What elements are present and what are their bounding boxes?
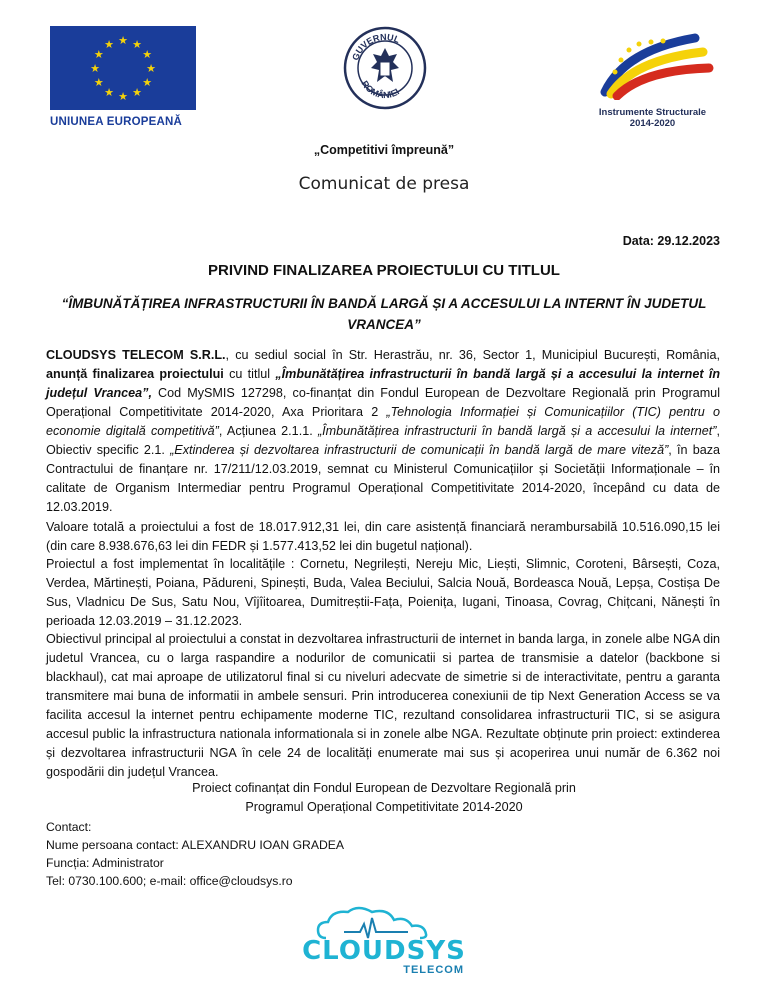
eu-star-icon: ★ — [142, 49, 153, 61]
title-line-1: PRIVIND FINALIZAREA PROIECTULUI CU TITLUL — [208, 262, 560, 279]
eu-flag-icon — [50, 26, 196, 110]
eu-star-icon: ★ — [118, 35, 128, 47]
instruments-years: 2014-2020 — [629, 118, 676, 129]
intro-text-4: , Acțiunea 2.1.1. — [218, 424, 318, 438]
paragraph-intro — [46, 346, 720, 517]
instrumente-structurale-logo — [585, 30, 720, 129]
eu-star-icon: ★ — [142, 77, 153, 89]
project-title: „Îmbunătățirea infrastructurii în bandă largă și a accesului la internet în județul Vrancea”, — [46, 367, 721, 400]
eu-star-icon: ★ — [132, 38, 142, 51]
announcement: anunță finalizarea proiectului — [46, 367, 224, 381]
contact-block — [46, 818, 344, 890]
funding-line-1: Proiect cofinanțat din Fondul European de Dezvoltare Regională prin — [192, 781, 576, 795]
eu-star-icon: ★ — [146, 63, 156, 75]
eu-star-icon: ★ — [118, 91, 128, 103]
date: Data: 29.12.2023 — [622, 234, 720, 248]
paragraph-objective: Obiectivul principal al proiectului a constat in dezvoltarea infrastructurii de internet in banda larga, in zonele albe NGA din judetul Vrancea, cu o larga raspandire a nodurilor de comunicatii si partea de transmisie a datelor (backbone si blackhaul), cat mai aproape de utilizatorul final si cu niveluri adecvate de simetrie si de interactivitate, pentru a garanta transmitere mai buna de informatii in ambele sensuri. Prin introducerea conexiunii de tip Next Generation Access se va facilita accesul la internet pentru echipamente moderne TIC, rezultand consolidarea infrastructurii TIC, si se asigura accesul public la infrastructura nationala informationala si in zonele albe NGA. Rezultate obținute prin proiect: extinderea și dezvoltarea infrastructurii NGA în cele 24 de localități enumerate mai sus și acoperirea unui număr de 6.362 noi gospodării din județul Vrancea. — [46, 632, 720, 779]
logo-bar — [0, 22, 768, 132]
gov-seal-bottom-text: ROMÂNIEI — [359, 78, 401, 101]
intro-text-3: Cod MySMIS 127298, co-finanțat din Fondul European de Dezvoltare Regională prin Programul Operațional Competitivitate 2014-2020, Axa Prioritara 2 — [46, 386, 720, 419]
brand-name: CLOUDSYS — [302, 936, 466, 966]
eu-star-icon: ★ — [90, 63, 100, 75]
eu-star-icon: ★ — [104, 38, 114, 51]
intro-text-5: , Obiectiv specific 2.1. — [46, 424, 721, 457]
eu-logo — [50, 26, 198, 128]
funding-line-2: Programul Operațional Competitivitate 2014-2020 — [245, 800, 523, 814]
government-seal-icon — [343, 26, 427, 110]
brand-subtitle: TELECOM — [403, 964, 464, 976]
paragraph-value: Valoare totală a proiectului a fost de 18.017.912,31 lei, din care asistență financiară nerambursabilă 10.516.090,15 lei (din care 8.938.676,63 lei din FEDR și 1.577.413,52 lei din bugetul național). — [46, 520, 720, 553]
contact-name: Nume persoana contact: ALEXANDRU IOAN GRADEA — [46, 838, 345, 852]
priority-axis: „Tehnologia Informației și Comunicațiilor (TIC) pentru o economie digitală competitivă” — [46, 405, 720, 438]
contact-role: Funcția: Administrator — [46, 856, 164, 870]
instrumente-structurale-icon — [585, 30, 720, 100]
intro-text-6: , în baza Contractului de finanțare nr. 17/211/12.03.2019, semnat cu Ministerul Comunicațiilor și Societății Informaționale – în calitate de Organism Intermediar pentru Programul Operațional Competitivitate 2014-2020, începând cu data de 12.03.2019. — [46, 443, 721, 514]
intro-text-1: , cu sediul social în Str. Herastrău, nr. 36, Sector 1, Municipiul București, România, — [225, 348, 720, 362]
gov-seal-top-text: GUVERNUL — [350, 31, 402, 62]
company-name: CLOUDSYS TELECOM S.R.L. — [46, 348, 226, 362]
eu-star-icon: ★ — [104, 87, 114, 100]
contact-phone-email: Tel: 0730.100.600; e-mail: office@cloudsys.ro — [46, 874, 293, 888]
eu-star-icon: ★ — [93, 49, 104, 61]
cloudsys-logo — [296, 902, 472, 982]
intro-text-2: cu titlul — [223, 367, 276, 381]
paragraph-localities: Proiectul a fost implementat în localitățile : Cornetu, Negrilești, Nereju Mic, Liești, Slimnic, Coroteni, Bârsești, Coza, Verdea, Mărtinești, Poiana, Pădureni, Spinești, Buda, Valea Beciului, Salcia Nouă, Bordeasca Nouă, Lepșa, Costișa De Sus, Vladnicu De Sus, Satu Nou, Vîjîitoarea, Dumitreștii-Fața, Poienița, Iugani, Tinoasa, Covrag, Chițcani, Nănești în perioada 12.03.2019 – 31.12.2023. — [46, 557, 720, 628]
slogan: „Competitivi împreună” — [313, 143, 455, 157]
eu-star-icon: ★ — [93, 77, 104, 89]
eu-star-icon: ★ — [132, 87, 142, 100]
instruments-label: Instrumente Structurale — [598, 107, 707, 118]
press-release-heading: Comunicat de presa — [298, 174, 470, 194]
eu-label: UNIUNEA EUROPEANĂ — [50, 116, 183, 128]
title-line-2: “ÎMBUNĂTĂȚIREA INFRASTRUCTURII ÎN BANDĂ LARGĂ ȘI A ACCESULUI LA INTERNT ÎN JUDETUL VRANCEA” — [61, 296, 707, 332]
contact-heading: Contact: — [46, 820, 92, 834]
specific-objective: „Extinderea și dezvoltarea infrastructurii de comunicații în bandă largă de mare viteză” — [170, 443, 669, 457]
funding-note — [0, 779, 768, 817]
action-title: „Îmbunătățirea infrastructurii în bandă largă și a accesului la internet” — [317, 424, 717, 438]
